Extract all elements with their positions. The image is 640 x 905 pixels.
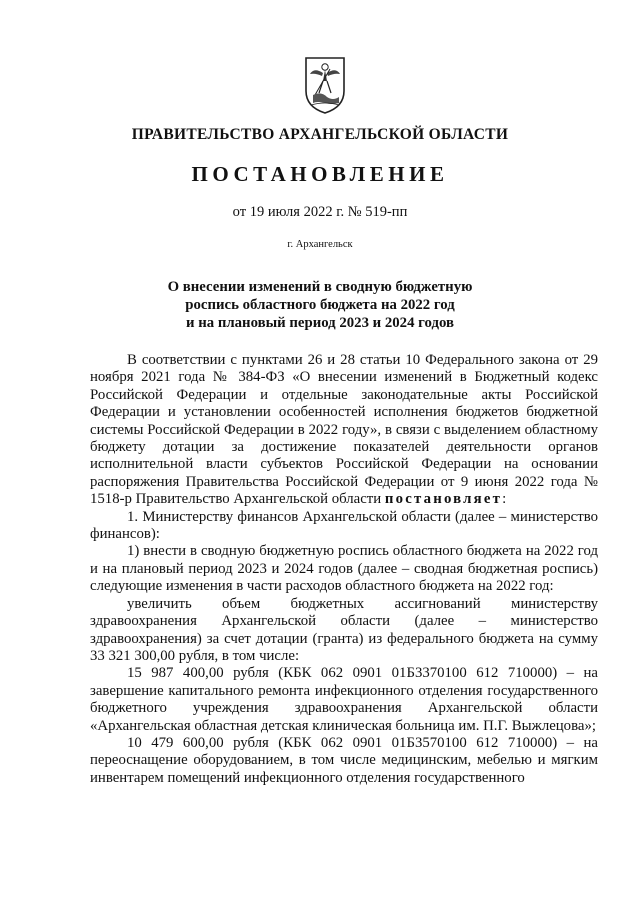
document-type: ПОСТАНОВЛЕНИЕ	[191, 162, 449, 186]
document-body	[90, 352, 598, 787]
paragraph-preamble	[90, 352, 598, 509]
paragraph-amount-1: 15 987 400,00 рубля (КБК 062 0901 01Б3370100 612 710000) – на завершение капитального ремонта инфекционного отделения государственного бюджетного учреждения здравоохранения Архангельской области «Архангельская областная детская клиническая больница им. П.Г. Выжлецова»;	[90, 665, 598, 734]
paragraph-subitem-1: 1) внести в сводную бюджетную роспись областного бюджета на 2022 год и на плановый период 2023 и 2024 годов (далее – сводная бюджетная роспись) следующие изменения в части расходов областного бюджета на 2022 год:	[90, 543, 598, 595]
city-name: г. Архангельск	[287, 239, 353, 250]
title-line-2: роспись областного бюджета на 2022 год	[185, 297, 455, 313]
resolves-word: постановляет	[384, 491, 503, 508]
coat-of-arms-icon	[303, 55, 347, 115]
paragraph-amount-2: 10 479 600,00 рубля (КБК 062 0901 01Б3570100 612 710000) – на переоснащение оборудованием, в том числе медицинским, мебелью и мягким инвентарем помещений инфекционного отделения государственного	[90, 734, 598, 786]
title-line-3: и на плановый период 2023 и 2024 годов	[185, 315, 455, 331]
paragraph-item-1: 1. Министерству финансов Архангельской области (далее – министерство финансов):	[90, 508, 598, 543]
date-number-line: от 19 июля 2022 г. № 519-пп	[232, 204, 408, 220]
preamble-text: В соответствии с пунктами 26 и 28 статьи 10 Федерального закона от 29 ноября 2021 года № 384-ФЗ «О внесении изменений в Бюджетный кодекс Российской Федерации и отдельные законодательные акты Российской Федерации и установлении особенностей исполнения бюджетов бюджетной системы Российской Федерации в 2022 году», в связи с выделением областному бюджету дотации за достижение показателей деятельности органов исполнительной власти субъектов Российской Федерации на основании распоряжения Правительства Российской Федерации от 9 июня 2022 года № 1518-р Правительство Архангельской области	[90, 352, 598, 508]
government-name: ПРАВИТЕЛЬСТВО АРХАНГЕЛЬСКОЙ ОБЛАСТИ	[131, 126, 509, 143]
paragraph-increase: увеличить объем бюджетных ассигнований министерству здравоохранения Архангельской области (далее – министерство здравоохранения) за счет дотации (гранта) из федерального бюджета на сумму 33 321 300,00 рубля, в том числе:	[90, 595, 598, 664]
title-line-1: О внесении изменений в сводную бюджетную	[167, 279, 473, 295]
preamble-colon: :	[502, 491, 507, 508]
document-title	[0, 278, 640, 332]
